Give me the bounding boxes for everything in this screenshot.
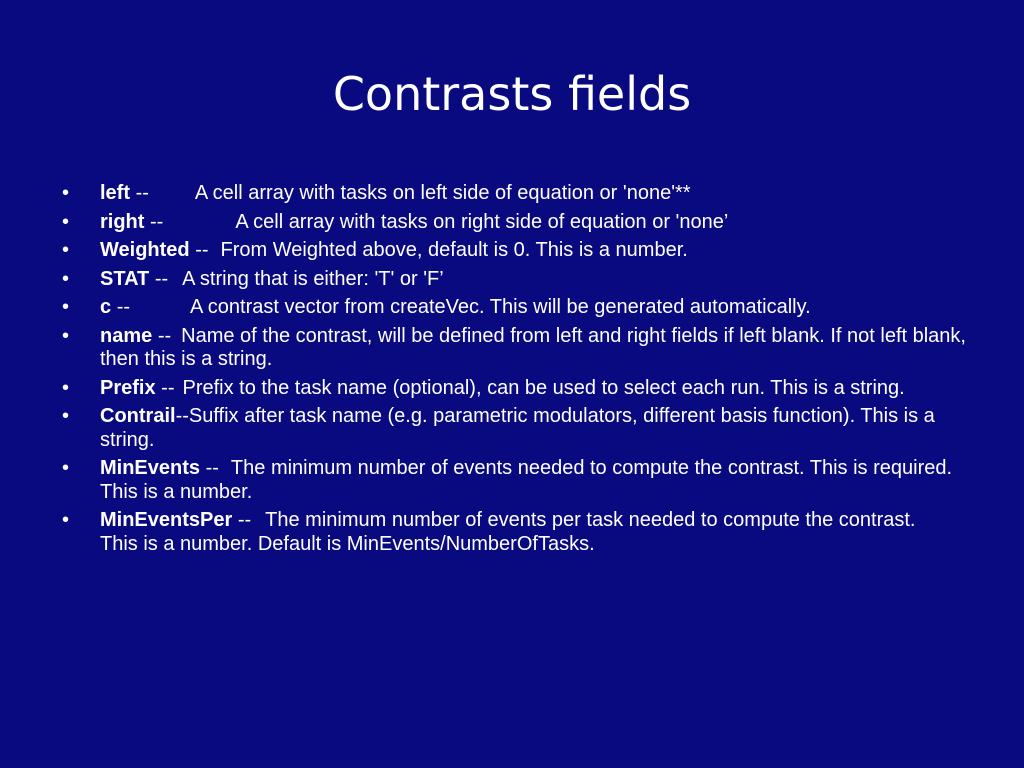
field-separator: -- [150,210,164,233]
field-term: MinEvents [100,457,201,479]
bullet-dot: • [62,457,70,479]
field-separator: -- [154,267,169,290]
field-term: MinEventsPer [100,509,233,531]
bullet-item-left [62,182,982,206]
field-description: Name of the contrast, will be defined from left and right fields if left blank. If not left blank, then this is a string. [100,324,972,370]
field-description: Suffix after task name (e.g. parametric modulators, different basis function). This is a string. [100,405,941,451]
field-description: The minimum number of events needed to compute the contrast. This is required. This is a number. [100,457,958,503]
bullet-dot: • [62,296,70,318]
bullet-item-c [62,296,982,320]
bullet-item-mineventsper [62,509,982,556]
field-separator: -- [161,376,175,399]
bullet-dot: • [62,376,70,399]
field-separator: -- [195,239,209,261]
field-description: From Weighted above, default is 0. This is a number. [220,239,688,261]
field-description: Prefix to the task name (optional), can be used to select each run. This is a string. [182,376,905,399]
field-separator: -- [135,182,149,204]
bullet-dot: • [62,405,70,427]
bullet-item-right [62,211,982,235]
field-description: A string that is either: 'T' or 'F’ [182,267,444,290]
bullet-dot: • [62,210,70,233]
field-term: Prefix [100,376,156,399]
bullet-item-prefix [62,377,982,401]
field-term: STAT [100,267,150,290]
bullet-dot: • [62,324,70,347]
field-term: Contrail [100,405,176,427]
field-description: A cell array with tasks on left side of equation or 'none'** [194,182,691,204]
slide-title: Contrasts fields [332,67,692,121]
field-term: name [100,324,153,347]
field-term: Weighted [100,239,190,261]
field-separator: -- [116,296,131,318]
field-description: A contrast vector from createVec. This will be generated automatically. [190,296,811,318]
field-separator: -- [205,457,219,479]
field-term: c [100,296,112,318]
field-bullet-list [62,182,982,561]
bullet-item-minevents [62,457,982,504]
field-separator: -- [175,405,189,427]
field-description: The minimum number of events per task needed to compute the contrast. This is a number. Default is MinEvents/NumberOfTasks. [100,509,949,555]
field-separator: -- [157,324,172,347]
bullet-item-name [62,325,982,372]
bullet-dot: • [62,239,70,261]
bullet-dot: • [62,267,70,290]
field-separator: -- [237,509,252,531]
bullet-item-weighted [62,239,982,263]
field-description: A cell array with tasks on right side of equation or 'none’ [235,210,729,233]
bullet-item-stat [62,268,982,292]
field-term: right [100,210,145,233]
field-term: left [100,182,130,204]
bullet-item-contrail [62,405,982,452]
bullet-dot: • [62,182,70,204]
bullet-dot: • [62,509,70,531]
